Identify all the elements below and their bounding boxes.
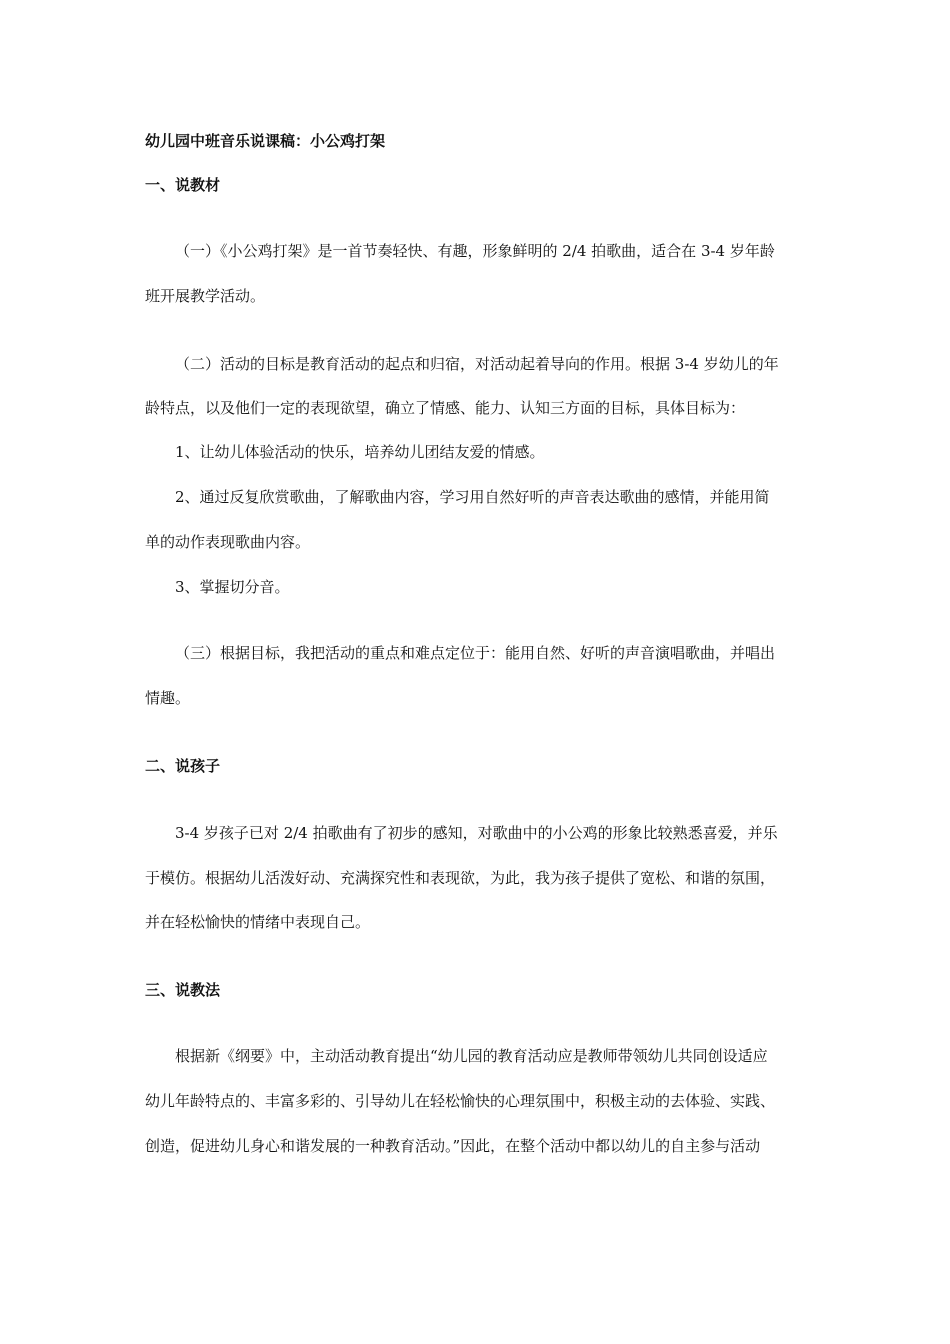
document-title: 幼儿园中班音乐说课稿：小公鸡打架 [145,132,386,150]
paragraph-line: 创造，促进幼儿身心和谐发展的一种教育活动。”因此，在整个活动中都以幼儿的自主参与活动 [145,1137,761,1155]
paragraph-line: 于模仿。根据幼儿活泼好动、充满探究性和表现欲，为此，我为孩子提供了宽松、和谐的氛围， [145,869,776,887]
section-heading-teaching-method: 三、说教法 [145,981,221,999]
paragraph-line: 龄特点，以及他们一定的表现欲望，确立了情感、能力、认知三方面的目标，具体目标为： [145,399,746,417]
goal-item: 2、通过反复欣赏歌曲，了解歌曲内容，学习用自然好听的声音表达歌曲的感情，并能用简 [175,488,770,506]
section-heading-teaching-material: 一、说教材 [145,176,221,194]
paragraph-line: 并在轻松愉快的情绪中表现自己。 [145,913,371,931]
paragraph-line: 根据新《纲要》中，主动活动教育提出“幼儿园的教育活动应是教师带领幼儿共同创设适应 [175,1047,768,1065]
goal-item: 1、让幼儿体验活动的快乐，培养幼儿团结友爱的情感。 [175,443,545,461]
section-heading-children: 二、说孩子 [145,757,221,775]
paragraph-line: 情趣。 [145,689,191,707]
paragraph-line: （一）《小公鸡打架》是一首节奏轻快、有趣，形象鲜明的 2/4 拍歌曲，适合在 3-4 岁年龄 [175,242,775,260]
paragraph-line: （二）活动的目标是教育活动的起点和归宿，对活动起着导向的作用。根据 3-4 岁幼儿的年 [175,355,779,373]
paragraph-line: 班开展教学活动。 [145,287,266,305]
paragraph-line: （三）根据目标，我把活动的重点和难点定位于：能用自然、好听的声音演唱歌曲，并唱出 [175,644,776,662]
goal-item: 3、掌握切分音。 [175,578,290,596]
paragraph-line: 幼儿年龄特点的、丰富多彩的、引导幼儿在轻松愉快的心理氛围中，积极主动的去体验、实践、 [145,1092,776,1110]
paragraph-line: 单的动作表现歌曲内容。 [145,533,311,551]
paragraph-line: 3-4 岁孩子已对 2/4 拍歌曲有了初步的感知，对歌曲中的小公鸡的形象比较熟悉喜爱，并乐 [175,824,778,842]
